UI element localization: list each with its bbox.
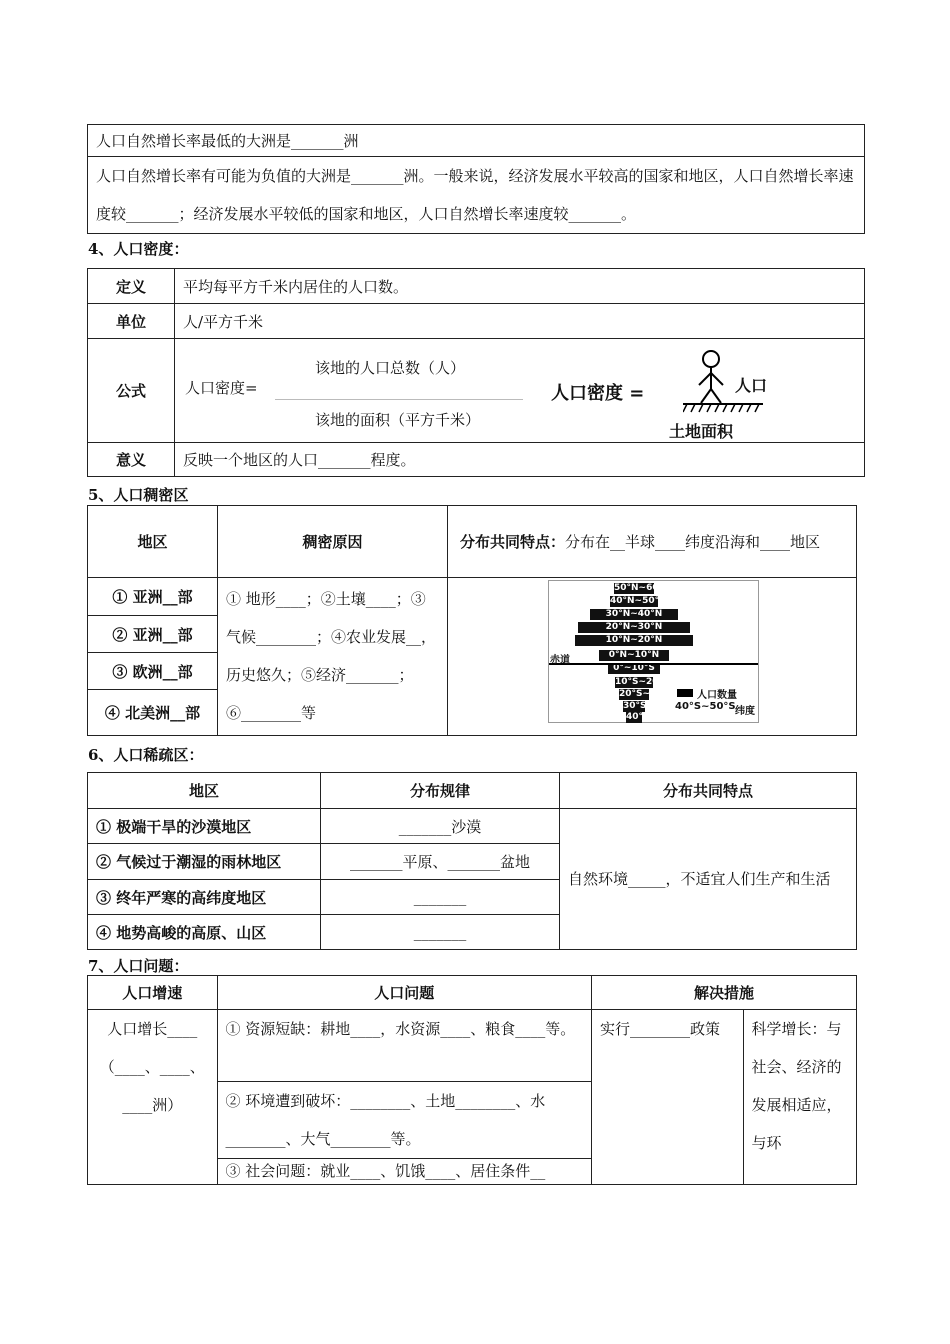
latitude-population-chart — [548, 580, 759, 723]
section-4-heading: 4、人口密度： — [88, 240, 189, 258]
density-table — [87, 268, 865, 477]
latitude-band-0: 50°N~60°N — [614, 583, 671, 593]
latitude-band-7: 10°S~20°S — [615, 677, 670, 687]
latitude-band-4: 10°N~20°N — [575, 635, 693, 646]
fraction-line — [275, 399, 523, 400]
sparse-feature: 自然环境_____，不适宜人们生产和生活 — [560, 809, 857, 950]
picture-person-label: 人口 — [735, 376, 768, 395]
problem-col-problem: 人口问题 — [217, 976, 591, 1010]
section-6-heading: 6、人口稀疏区： — [88, 746, 204, 764]
formula-prefix: 人口密度= — [185, 379, 258, 397]
unit-text: 人/平方千米 — [175, 304, 865, 339]
formula-numerator: 该地的人口总数（人） — [315, 359, 466, 377]
section-7-heading: 7、人口问题： — [88, 957, 189, 975]
feature-bold-label: 分布共同特点： — [460, 532, 566, 551]
dense-region-1: ① 亚洲__部 — [88, 578, 218, 616]
problem-col-speed: 人口增速 — [88, 976, 218, 1010]
growth-row-lowest: 人口自然增长率最低的大洲是_______洲 — [88, 125, 865, 157]
sparse-region-4: ④ 地势高峻的高原、山区 — [88, 915, 321, 950]
sparse-col-feature: 分布共同特点 — [560, 773, 857, 809]
problem-resource: ① 资源短缺：耕地____，水资源____、粮食____等。 — [217, 1010, 591, 1082]
latitude-band-1: 40°N~50°N — [610, 596, 667, 606]
solution-policy: 实行________政策 — [591, 1010, 743, 1185]
picture-land-label: 土地面积 — [669, 422, 734, 441]
sparse-region-1: ① 极端干旱的沙漠地区 — [88, 809, 321, 844]
growth-rate-table — [87, 124, 865, 234]
section-5-heading: 5、人口稠密区 — [88, 486, 189, 504]
formula-label: 公式 — [88, 339, 175, 443]
sparse-region-3: ③ 终年严寒的高纬度地区 — [88, 880, 321, 915]
latitude-band-6: 0°~10°S — [608, 663, 660, 674]
problem-col-solution: 解决措施 — [591, 976, 856, 1010]
dense-reasons: ① 地形____；②土壤____；③气候________；④农业发展__，历史悠久；⑤经济_______；⑥________等 — [218, 578, 448, 736]
sparse-rule-3: _______ — [321, 880, 560, 915]
def-label: 定义 — [88, 269, 175, 304]
growth-speed-text: 人口增长____（____、____、____洲） — [88, 1010, 218, 1185]
sparse-rule-2: _______平原、_______盆地 — [321, 844, 560, 880]
dense-col-region: 地区 — [88, 506, 218, 578]
latitude-band-2: 30°N~40°N — [590, 609, 678, 620]
solution-growth: 科学增长：与社会、经济的发展相适应，与环 — [743, 1010, 856, 1185]
sparse-region-table — [87, 772, 857, 950]
legend-label: 人口数量 — [697, 690, 737, 701]
legend-band: 40°S~50°S — [675, 701, 736, 712]
meaning-label: 意义 — [88, 443, 175, 477]
growth-row-negative: 人口自然增长率有可能为负值的大洲是_______洲。一般来说，经济发展水平较高的国家和地区，人口自然增长率速度较_______；经济发展水平较低的国家和地区，人口自然增长率速度较_______。 — [88, 157, 865, 234]
dense-col-feature — [448, 506, 857, 578]
feature-text: 分布在__半球____纬度沿海和____地区 — [565, 532, 821, 551]
equator-line — [549, 663, 758, 665]
meaning-text: 反映一个地区的人口_______程度。 — [175, 443, 865, 477]
sparse-col-rule: 分布规律 — [321, 773, 560, 809]
legend-swatch — [677, 689, 693, 697]
population-problem-table — [87, 975, 857, 1185]
dense-region-table — [87, 505, 857, 736]
def-text: 平均每平方千米内居住的人口数。 — [175, 269, 865, 304]
problem-social: ③ 社会问题：就业____、饥饿____、居住条件__ — [217, 1159, 591, 1185]
sparse-col-region: 地区 — [88, 773, 321, 809]
latitude-label: 纬度 — [735, 706, 755, 717]
latitude-band-5: 0°N~10°N — [599, 650, 669, 661]
problem-environment: ② 环境遭到破坏：________、土地________、水________、大气________等。 — [217, 1082, 591, 1159]
dense-region-4: ④ 北美洲__部 — [88, 690, 218, 736]
dense-region-3: ③ 欧洲__部 — [88, 653, 218, 690]
latitude-chart-cell — [448, 578, 857, 736]
sparse-rule-1: _______沙漠 — [321, 809, 560, 844]
dense-col-reason: 稠密原因 — [218, 506, 448, 578]
latitude-band-8: 20°S~30°S — [619, 689, 674, 699]
dense-region-2: ② 亚洲__部 — [88, 616, 218, 653]
unit-label: 单位 — [88, 304, 175, 339]
density-picture-title: 人口密度 = — [551, 383, 645, 404]
equator-label: 赤道 — [550, 655, 570, 666]
latitude-band-3: 20°N~30°N — [578, 622, 690, 633]
formula-cell — [175, 339, 865, 443]
latitude-band-9: 30°S~40°S — [623, 701, 678, 711]
latitude-band-10: 40°S~50°S — [626, 712, 681, 722]
formula-denominator: 该地的面积（平方千米） — [315, 411, 481, 429]
sparse-region-2: ② 气候过于潮湿的雨林地区 — [88, 844, 321, 880]
sparse-rule-4: _______ — [321, 915, 560, 950]
